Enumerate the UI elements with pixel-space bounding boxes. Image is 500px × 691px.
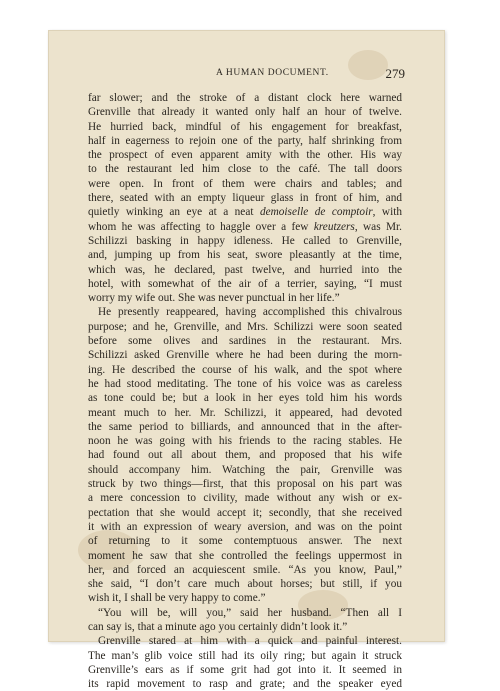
text-line: were open. In front of them were chairs and tables; and	[88, 177, 402, 190]
body-text	[88, 91, 402, 691]
text-segment: , was Mr.	[354, 220, 402, 233]
page-number: 279	[385, 66, 405, 81]
book-page	[48, 30, 445, 691]
text-line: “You will be, will you,” said her husband. “Then all I	[98, 606, 402, 619]
text-line: Schilizzi basking in happy idleness. He called to Grenville,	[88, 234, 402, 247]
text-line: struck by two things—first, that this proposal on his part was	[88, 478, 402, 491]
text-line: as tone could be; but a look in her eyes told him his words	[88, 392, 402, 405]
text-line: before some olives and sardines in the restaurant. Mrs.	[88, 335, 402, 348]
text-line: noon he was going with his friends to the racing stables. He	[88, 435, 402, 448]
text-line: far slower; and the stroke of a distant clock here warned	[88, 92, 402, 104]
text-line: worry my wife out. She was never punctual in her life.”	[88, 292, 340, 305]
text-line: moment he saw that she controlled the feelings uppermost in	[88, 549, 402, 562]
text-line: meant much to her. Mr. Schilizzi, it appeared, had devoted	[88, 406, 402, 419]
text-line	[88, 205, 402, 219]
text-line: to the restaurant led him close to the café. The tall doors	[88, 163, 402, 176]
text-line: The man’s glib voice still had its oily ring; but again it struck	[88, 649, 402, 662]
text-line: ing. He described the course of his walk, and the spot where	[88, 363, 402, 376]
text-line: her, and forced an acquiescent smile. “As you know, Paul,”	[88, 563, 402, 576]
text-line: can say is, that a minute ago you certainly didn’t look it.”	[88, 620, 348, 633]
text-line: it with an expression of weary aversion, and was on the point	[88, 520, 402, 533]
text-line: there, seated with an empty liqueur glass in front of him, and	[88, 192, 402, 205]
italic-phrase: demoiselle de comptoir	[259, 206, 373, 219]
text-line: she said, “I don’t care much about horses; but still, if you	[88, 578, 402, 591]
text-line: He presently reappeared, having accomplished this chivalrous	[98, 306, 402, 319]
text-line: and, jumping up from his seat, swore pleasantly at the time,	[88, 249, 402, 262]
text-line: half in eagerness to rejoin one of the party, half shrinking from	[88, 134, 402, 147]
text-segment: whom he was affecting to haggle over a few	[88, 220, 314, 233]
text-line: Grenville’s ears as if some grit had got into it. It seemed in	[88, 663, 402, 676]
text-line: should accompany him. Watching the pair, Grenville was	[88, 463, 402, 476]
text-line: which was, he declared, past twelve, and hurried into the	[88, 263, 402, 276]
running-head	[48, 66, 445, 82]
text-line: he had stood meditating. The tone of his voice was as careless	[88, 377, 402, 390]
text-line: the prospect of even apparent amity with the other. His way	[88, 149, 402, 162]
text-line: had found out all about them, and proposed that his wife	[88, 449, 402, 462]
text-line: Schilizzi asked Grenville where he had been during the morn-	[88, 349, 402, 362]
text-line: purpose; and he, Grenville, and Mrs. Schilizzi were soon seated	[88, 320, 402, 333]
text-line: of returning to it some contemptuous answer. The next	[88, 535, 402, 548]
running-title: A HUMAN DOCUMENT.	[216, 68, 329, 78]
text-line: Grenville stared at him with a quick and painful interest.	[98, 635, 402, 648]
text-line: wish it, I shall be very happy to come.”	[88, 592, 266, 605]
text-line: a mere concession to civility, made without any wish or ex-	[88, 492, 402, 505]
text-segment: , with	[372, 206, 402, 219]
text-segment: quietly winking an eye at a neat	[88, 206, 260, 219]
text-line: its rapid movement to rasp and grate; and the speaker eyed	[88, 678, 402, 691]
text-line: pectation that she would accept it; secondly, that she received	[88, 506, 402, 519]
text-line: the same period to billiards, and announced that in the after-	[88, 420, 402, 433]
italic-phrase: kreutzers	[313, 220, 355, 233]
text-line: He hurried back, mindful of his engagement for breakfast,	[88, 120, 402, 133]
text-line	[88, 220, 402, 234]
text-line: hotel, with somewhat of the air of a terrier, saying, “I must	[88, 277, 402, 290]
text-line: Grenville that already it wanted only half an hour of twelve.	[88, 106, 402, 119]
